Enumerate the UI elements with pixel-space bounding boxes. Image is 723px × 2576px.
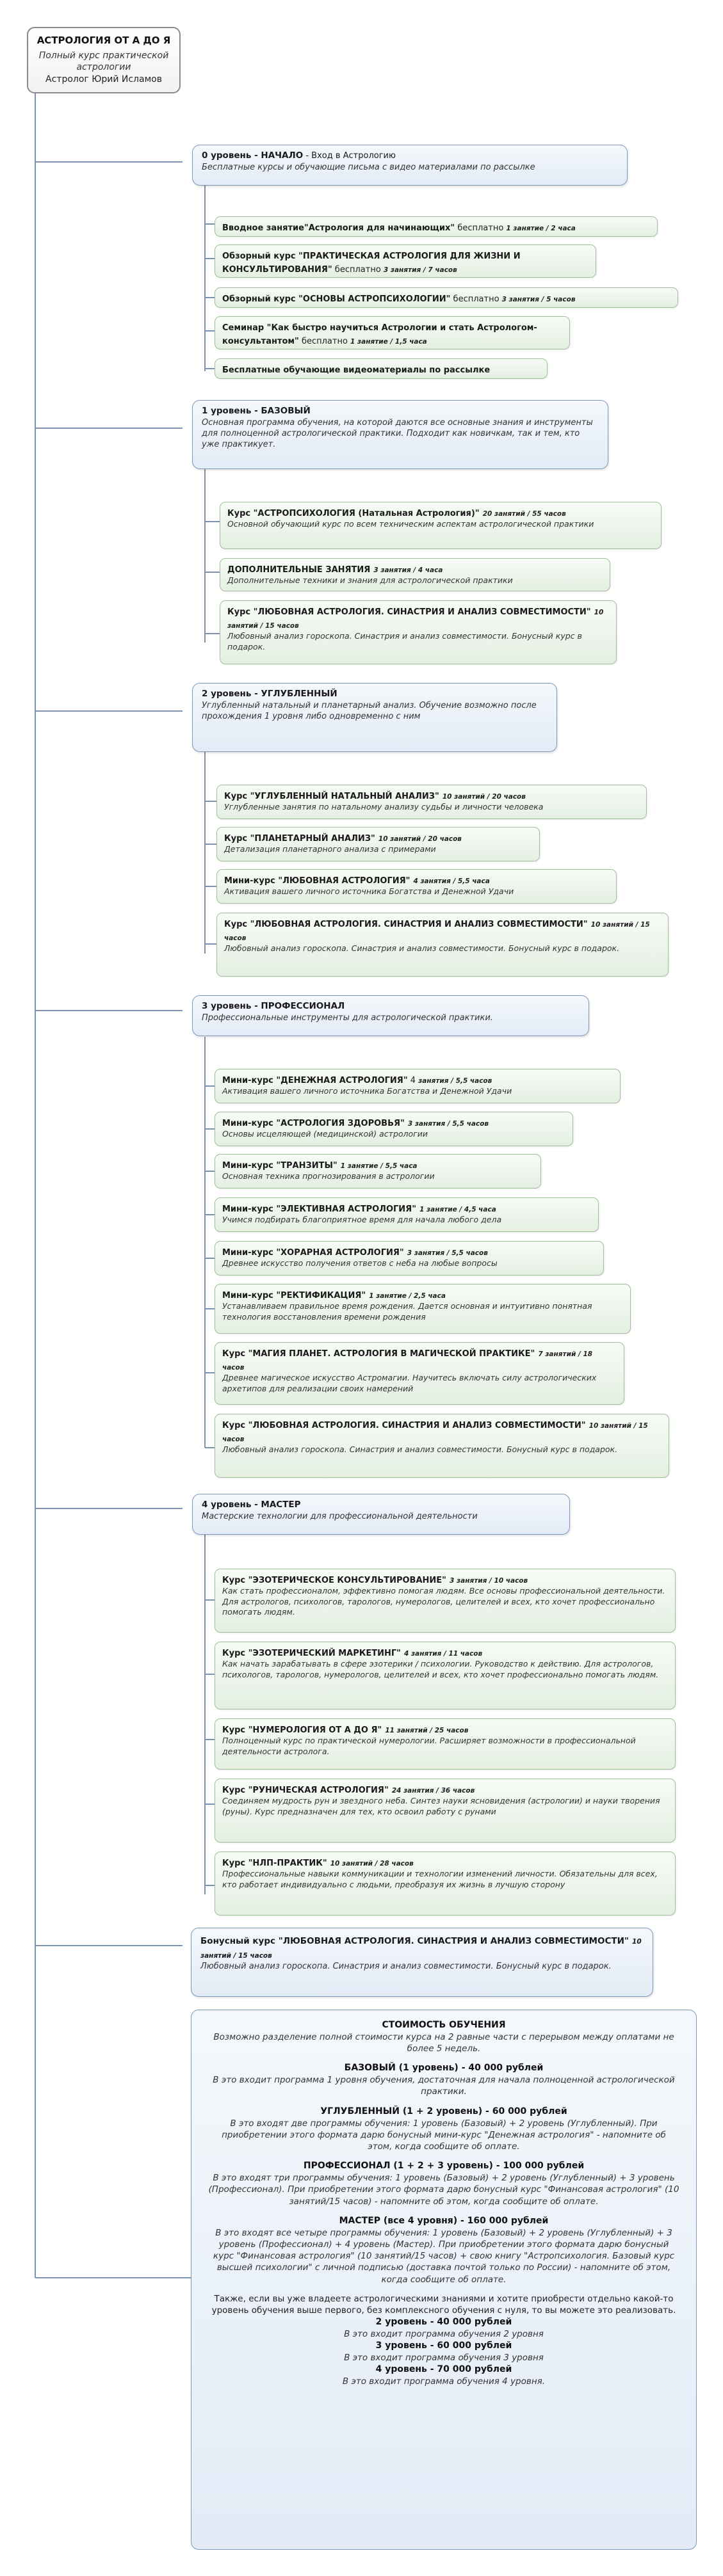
course-node: [215, 1069, 621, 1103]
course-node: [216, 785, 647, 819]
course-title: Мини-курс "ЭЛЕКТИВНАЯ АСТРОЛОГИЯ": [222, 1204, 416, 1214]
course-title: Курс "МАГИЯ ПЛАНЕТ. АСТРОЛОГИЯ В МАГИЧЕСКОЙ ПРАКТИКЕ": [222, 1349, 535, 1359]
course-node: [215, 244, 596, 278]
bonus-desc: Любовный анализ гороскопа. Синастрия и анализ совместимости. Бонусный курс в подарок.: [200, 1961, 612, 1971]
course-title: Мини-курс "ТРАНЗИТЫ": [222, 1161, 337, 1171]
course-duration: 3 занятия / 5 часов: [501, 296, 576, 303]
level-1-node: [192, 400, 608, 469]
course-title: Обзорный курс "ОСНОВЫ АСТРОПСИХОЛОГИИ": [222, 294, 451, 304]
course-node: [220, 502, 662, 549]
course-duration: 1 занятие / 1,5 часа: [350, 338, 427, 346]
course-title: Курс "ЛЮБОВНАЯ АСТРОЛОГИЯ. СИНАСТРИЯ И АНАЛИЗ СОВМЕСТИМОСТИ": [224, 920, 588, 929]
level-desc: Профессиональные инструменты для астрологической практики.: [202, 1012, 493, 1023]
pricing-node: [191, 2010, 697, 2550]
bonus-node: [191, 1928, 653, 1997]
separate-desc: В это входит программа обучения 2 уровня: [344, 2329, 544, 2340]
course-desc: Полноценный курс по практической нумерологии. Расширяет возможности в профессиональной деятельности астролога.: [222, 1736, 636, 1756]
tier-desc: В это входят все четыре программы обучения: 1 уровень (Базовый) + 2 уровень (Углубленный) + 3 уровень (Профессионал) + 4 уровень (Мастер). При приобретении этого формата дарю бонусный курс "Финансовая астрология" (10 занятий/15 часов) + свою книгу "Астропсихология. Базовый курс высшей психологии" с личной подписью (доставка почтой только по России) - напомните об этом, когда сообщите об оплате.: [213, 2227, 675, 2285]
tier-name: МАСТЕР (все 4 уровня) - 160 000 рублей: [339, 2215, 549, 2226]
course-title: Вводное занятие"Астрология для начинающих": [222, 223, 455, 233]
course-desc: Древнее магическое искусство Астромагии. Научитесь включать силу астрологических архетипов для реализации своих намерений: [222, 1373, 597, 1393]
course-duration: 4 занятия / 11 часов: [404, 1650, 483, 1658]
course-node: [215, 358, 548, 379]
level-note: - Вход в Астрологию: [303, 151, 396, 161]
course-title: Мини-курс "ЛЮБОВНАЯ АСТРОЛОГИЯ": [224, 876, 410, 886]
course-desc: Соединяем мудрость рун и звездного неба. Синтез науки ясновидения (астрологии) и науки творения (руны). Курс предназначен для тех, кто освоил работу с рунами: [222, 1796, 660, 1816]
course-title: Курс "ЭЗОТЕРИЧЕСКОЕ КОНСУЛЬТИРОВАНИЕ": [222, 1576, 446, 1585]
level-title: 3 уровень - ПРОФЕССИОНАЛ: [202, 1001, 345, 1011]
root-title: АСТРОЛОГИЯ ОТ А ДО Я: [37, 35, 171, 46]
level-desc: Бесплатные курсы и обучающие письма с видео материалами по рассылке: [202, 162, 535, 172]
course-duration: 10 занятий / 28 часов: [330, 1860, 414, 1868]
course-node: [215, 1718, 676, 1770]
course-node: [215, 1414, 669, 1478]
separate-desc: В это входит программа обучения 3 уровня: [344, 2353, 544, 2364]
course-node: [215, 1569, 676, 1633]
tier-name: УГЛУБЛЕННЫЙ (1 + 2 уровень) - 60 000 рублей: [320, 2106, 567, 2116]
course-desc: Профессиональные навыки коммуникации и технологии изменений личности. Обязательны для всех, кто работает индивидуально с людьми, преобразуя их жизнь в лучшую сторону: [222, 1869, 658, 1889]
level-title: 4 уровень - МАСТЕР: [202, 1500, 301, 1510]
pricing-intro: Возможно разделение полной стоимости курса на 2 равные части с перерывом между оплатами не более 5 недель.: [213, 2031, 674, 2054]
level-3-node: [192, 995, 589, 1036]
root-subtitle: Полный курс практической астрологии: [38, 50, 169, 73]
separate-name: 3 уровень - 60 000 рублей: [375, 2340, 512, 2351]
course-title: Курс "НУМЕРОЛОГИЯ ОТ А ДО Я": [222, 1725, 382, 1735]
separate-intro: Также, если вы уже владеете астрологическими знаниями и хотите приобрести отдельно какой-то уровень обучения выше первого, без комплексного обучения с нуля, то вы можете это реализовать.: [211, 2293, 676, 2316]
level-title: 0 уровень - НАЧАЛО: [202, 150, 304, 161]
course-desc: Древнее искусство получения ответов с неба на любые вопросы: [222, 1258, 498, 1268]
course-node: [215, 287, 678, 308]
course-title: Курс "РУНИЧЕСКАЯ АСТРОЛОГИЯ": [222, 1786, 389, 1795]
course-node: [220, 558, 610, 591]
course-title: Мини-курс "ДЕНЕЖНАЯ АСТРОЛОГИЯ": [222, 1076, 408, 1085]
course-title: Курс "ЭЗОТЕРИЧЕСКИЙ МАРКЕТИНГ": [222, 1649, 401, 1658]
course-title: Мини-курс "ХОРАРНАЯ АСТРОЛОГИЯ": [222, 1248, 404, 1258]
course-duration: занятия / 5,5 часов: [418, 1077, 492, 1085]
course-desc: Углубленные занятия по натальному анализу судьбы и личности человека: [224, 802, 544, 812]
course-duration: 24 занятия / 36 часов: [391, 1787, 475, 1795]
course-title: Курс "УГЛУБЛЕННЫЙ НАТАЛЬНЫЙ АНАЛИЗ": [224, 792, 439, 801]
course-desc: Любовный анализ гороскопа. Синастрия и анализ совместимости. Бонусный курс в подарок.: [224, 943, 620, 954]
root-author: Астролог Юрий Исламов: [45, 74, 162, 84]
level-4-node: [192, 1494, 570, 1535]
course-desc: Детализация планетарного анализа с примерами: [224, 844, 436, 854]
course-duration: 3 занятия / 10 часов: [450, 1577, 528, 1585]
separate-desc: В это входит программа обучения 4 уровня.: [342, 2376, 546, 2387]
course-duration: 3 занятия / 5,5 часов: [407, 1249, 488, 1257]
course-title: Курс "ЛЮБОВНАЯ АСТРОЛОГИЯ. СИНАСТРИЯ И АНАЛИЗ СОВМЕСТИМОСТИ": [227, 607, 591, 617]
course-duration: 4 занятия / 5,5 часа: [413, 877, 490, 885]
course-desc: Учимся подбирать благоприятное время для начала любого дела: [222, 1215, 502, 1225]
root-node: [27, 27, 181, 93]
course-desc: Активация вашего личного источника Богатства и Денежной Удачи: [224, 886, 514, 897]
course-duration: 10 занятий / 20 часов: [378, 835, 462, 843]
course-title: Обзорный курс "ПРАКТИЧЕСКАЯ АСТРОЛОГИЯ ДЛЯ ЖИЗНИ И КОНСУЛЬТИРОВАНИЯ": [222, 252, 521, 275]
course-desc: Основы исцеляющей (медицинской) астрологии: [222, 1129, 428, 1139]
course-title: Бесплатные обучающие видеоматериалы по рассылке: [222, 365, 491, 375]
course-node: [220, 600, 617, 664]
level-0-node: [192, 145, 628, 186]
course-duration: 10 занятий / 20 часов: [442, 793, 526, 801]
course-duration: 10 занятий / 15 часов: [227, 609, 604, 630]
course-title: Курс "ЛЮБОВНАЯ АСТРОЛОГИЯ. СИНАСТРИЯ И АНАЛИЗ СОВМЕСТИМОСТИ": [222, 1421, 586, 1430]
course-node: [215, 216, 658, 237]
course-duration: 3 занятия / 4 часа: [373, 566, 443, 574]
course-node: [215, 1642, 676, 1709]
course-duration: 10 занятий / 15 часов: [224, 921, 650, 943]
course-desc: Как начать зарабатывать в сфере эзотерики / психологии. Руководство к действию. Для астрологов, психологов, тарологов, нумерологов, целителей и всех, кто хочет профессионально помогать людям.: [222, 1659, 659, 1679]
course-node: [215, 1342, 624, 1405]
course-duration: 10 занятий / 15 часов: [222, 1422, 648, 1444]
course-title: Курс "ПЛАНЕТАРНЫЙ АНАЛИЗ": [224, 834, 375, 844]
level-desc: Углубленный натальный и планетарный анализ. Обучение возможно после прохождения 1 уровня либо одновременно с ним: [202, 700, 537, 721]
course-node: [215, 1241, 604, 1276]
course-duration: 1 занятие / 2,5 часа: [369, 1292, 446, 1300]
separate-name: 2 уровень - 40 000 рублей: [375, 2317, 512, 2328]
separate-name: 4 уровень - 70 000 рублей: [375, 2364, 512, 2375]
course-duration: 7 занятий / 18 часов: [222, 1350, 593, 1372]
bonus-title: Бонусный курс "ЛЮБОВНАЯ АСТРОЛОГИЯ. СИНАСТРИЯ И АНАЛИЗ СОВМЕСТИМОСТИ": [200, 1936, 629, 1946]
level-desc: Мастерские технологии для профессиональной деятельности: [202, 1511, 478, 1521]
course-duration: 11 занятий / 25 часов: [385, 1727, 469, 1734]
course-lessons: 4: [407, 1076, 419, 1085]
tier-desc: В это входит программа 1 уровня обучения, достаточная для начала полноценной астрологической практики.: [213, 2075, 675, 2097]
course-duration: 20 занятий / 55 часов: [482, 510, 566, 518]
course-duration: 1 занятие / 5,5 часа: [340, 1162, 418, 1170]
course-node: [215, 316, 570, 349]
level-title: 1 уровень - БАЗОВЫЙ: [202, 406, 311, 416]
course-desc: Устанавливаем правильное время рождения. Дается основная и интуитивно понятная технология восстановления времени рождения: [222, 1301, 592, 1322]
course-desc: Основная техника прогнозирования в астрологии: [222, 1171, 435, 1181]
tier-name: БАЗОВЫЙ (1 уровень) - 40 000 рублей: [344, 2063, 544, 2074]
course-title: Мини-курс "АСТРОЛОГИЯ ЗДОРОВЬЯ": [222, 1119, 405, 1128]
course-title: ДОПОЛНИТЕЛЬНЫЕ ЗАНЯТИЯ: [227, 565, 371, 575]
course-duration: 1 занятие / 4,5 часа: [419, 1206, 496, 1213]
course-node: [216, 913, 669, 977]
course-title: Курс "НЛП-ПРАКТИК": [222, 1859, 327, 1868]
level-2-node: [192, 683, 557, 752]
course-duration: 1 занятие / 2 часа: [506, 225, 576, 232]
pricing-heading: СТОИМОСТЬ ОБУЧЕНИЯ: [382, 2020, 506, 2030]
course-node: [215, 1112, 573, 1146]
course-node: [216, 827, 540, 861]
course-duration: 3 занятия / 7 часов: [383, 266, 457, 275]
course-desc: Любовный анализ гороскопа. Синастрия и анализ совместимости. Бонусный курс в подарок.: [222, 1444, 618, 1455]
tier-desc: В это входят три программы обучения: 1 уровень (Базовый) + 2 уровень (Углубленный) + 3 уровень (Профессионал). При приобретении этого формата дарю бонусный курс "Финансовая астрология" (10 занятий/15 часов) - напомните об этом, когда сообщите об оплате.: [208, 2173, 679, 2207]
level-desc: Основная программа обучения, на которой даются все основные знания и инструменты для полноценной астрологической практики. Подходит как новичкам, так и тем, кто уже практикует.: [202, 417, 593, 450]
tier-name: ПРОФЕССИОНАЛ (1 + 2 + 3 уровень) - 100 000 рублей: [303, 2161, 585, 2172]
tier-desc: В это входят две программы обучения: 1 уровень (Базовый) + 2 уровень (Углубленный). При приобретении этого формата дарю бонусный мини-курс "Денежная астрология" - напомните об этом, когда сообщите об оплате.: [222, 2118, 666, 2152]
course-desc: Активация вашего личного источника Богатства и Денежной Удачи: [222, 1086, 512, 1096]
course-price-note: бесплатно: [298, 337, 351, 347]
course-price-note: бесплатно: [332, 265, 384, 275]
course-title: Семинар "Как быстро научиться Астрологии и стать Астрологом-консультантом": [222, 323, 537, 347]
course-duration: 3 занятия / 5,5 часов: [407, 1120, 489, 1128]
course-node: [215, 1284, 631, 1334]
course-title: Мини-курс "РЕКТИФИКАЦИЯ": [222, 1291, 366, 1300]
course-price-note: бесплатно: [455, 223, 507, 233]
level-title: 2 уровень - УГЛУБЛЕННЫЙ: [202, 689, 337, 699]
course-desc: Дополнительные техники и знания для астрологической практики: [227, 575, 513, 586]
course-node: [215, 1852, 676, 1916]
course-node: [215, 1779, 676, 1843]
course-title: Курс "АСТРОПСИХОЛОГИЯ (Натальная Астрология)": [227, 509, 480, 518]
course-node: [216, 869, 617, 904]
course-node: [215, 1197, 599, 1232]
course-desc: Любовный анализ гороскопа. Синастрия и анализ совместимости. Бонусный курс в подарок.: [227, 631, 582, 652]
course-price-note: бесплатно: [450, 294, 502, 304]
course-node: [215, 1154, 541, 1188]
bonus-duration: 10 занятий / 15 часов: [200, 1938, 642, 1960]
course-desc: Основной обучающий курс по всем техническим аспектам астрологической практики: [227, 519, 594, 529]
course-desc: Как стать профессионалом, эффективно помогая людям. Все основы профессиональной деятельности. Для астрологов, психологов, тарологов, нумерологов, целителей и всех, кто хочет профессионально помогать людям.: [222, 1586, 665, 1617]
